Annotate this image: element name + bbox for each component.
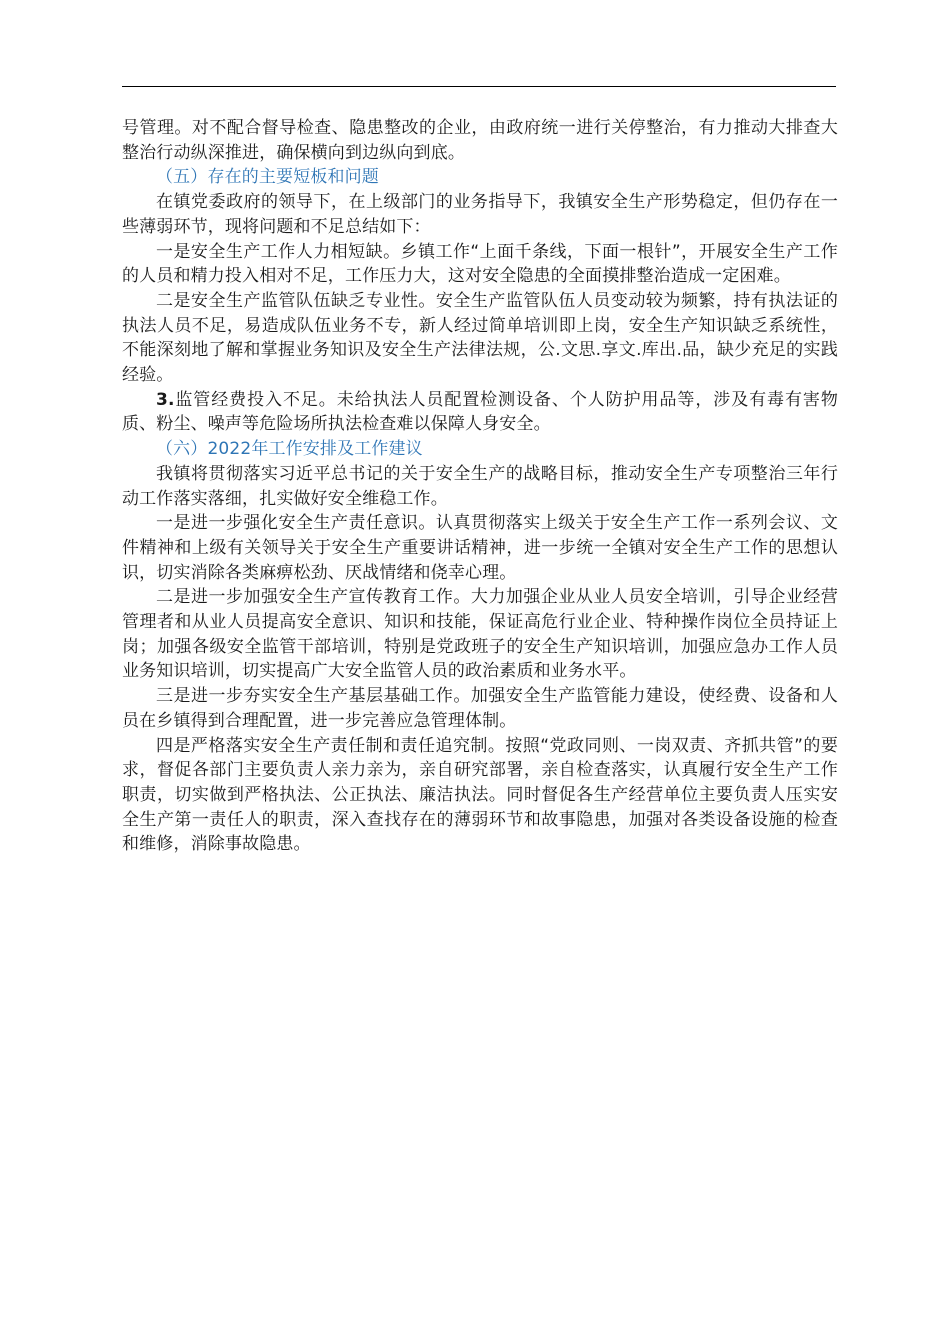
paragraph-plan-1: 一是进一步强化安全生产责任意识。认真贯彻落实上级关于安全生产工作一系列会议、文件精神和上级有关领导关于安全生产重要讲话精神，进一步统一全镇对安全生产工作的思想认识，切实消除各类麻痹松劲、厌战情绪和侥幸心理。: [122, 513, 838, 583]
paragraph-problem-3: [122, 388, 838, 437]
paragraph-problem-1: 一是安全生产工作人力相短缺。乡镇工作“上面千条线，下面一根针”，开展安全生产工作的人员和精力投入相对不足，工作压力大，这对安全隐患的全面摸排整治造成一定困难。: [122, 241, 838, 287]
paragraph-number: 3.: [156, 389, 175, 410]
paragraph-text: 监管经费投入不足。未给执法人员配置检测设备、个人防护用品等，涉及有毒有害物质、粉尘、噪声等危险场所执法检查难以保障人身安全。: [122, 389, 838, 435]
paragraph-plan-4: 四是严格落实安全生产责任制和责任追究制。按照“党政同则、一岗双责、齐抓共管”的要求，督促各部门主要负责人亲力亲为，亲自研究部署，亲自检查落实，认真履行安全生产工作职责，切实做到严格执法、公正执法、廉洁执法。同时督促各生产经营单位主要负责人压实安全生产第一责任人的职责，深入查找存在的薄弱环节和故事隐患，加强对各类设备设施的检查和维修，消除事故隐患。: [122, 735, 838, 855]
paragraph-plan-intro: 我镇将贯彻落实习近平总书记的关于安全生产的战略目标，推动安全生产专项整治三年行动工作落实落细，扎实做好安全维稳工作。: [122, 463, 838, 509]
section-heading-5: （五）存在的主要短板和问题: [156, 167, 379, 188]
header-rule: [122, 86, 836, 87]
paragraph-problem-2: 二是安全生产监管队伍缺乏专业性。安全生产监管队伍人员变动较为频繁，持有执法证的执法人员不足，易造成队伍业务不专，新人经过简单培训即上岗，安全生产知识缺乏系统性，不能深刻地了解和掌握业务知识及安全生产法律法规，公.文思.享文.库出.品，缺少充足的实践经验。: [122, 290, 838, 386]
section-heading-6: （六）2022年工作安排及工作建议: [156, 439, 423, 460]
document-body: [122, 116, 838, 857]
paragraph-plan-2: 二是进一步加强安全生产宣传教育工作。大力加强企业从业人员安全培训，引导企业经营管理者和从业人员提高安全意识、知识和技能，保证高危行业企业、特种操作岗位全员持证上岗；加强各级安全监管干部培训，特别是党政班子的安全生产知识培训，加强应急办工作人员业务知识培训，切实提高广大安全监管人员的政治素质和业务水平。: [122, 587, 838, 682]
paragraph-intro: 在镇党委政府的领导下，在上级部门的业务指导下，我镇安全生产形势稳定，但仍存在一些薄弱环节，现将问题和不足总结如下：: [122, 192, 838, 237]
paragraph-plan-3: 三是进一步夯实安全生产基层基础工作。加强安全生产监管能力建设，使经费、设备和人员在乡镇得到合理配置，进一步完善应急管理体制。: [122, 686, 838, 731]
paragraph-continuation: 号管理。对不配合督导检查、隐患整改的企业，由政府统一进行关停整治，有力推动大排查大整治行动纵深推进，确保横向到边纵向到底。: [122, 118, 838, 163]
